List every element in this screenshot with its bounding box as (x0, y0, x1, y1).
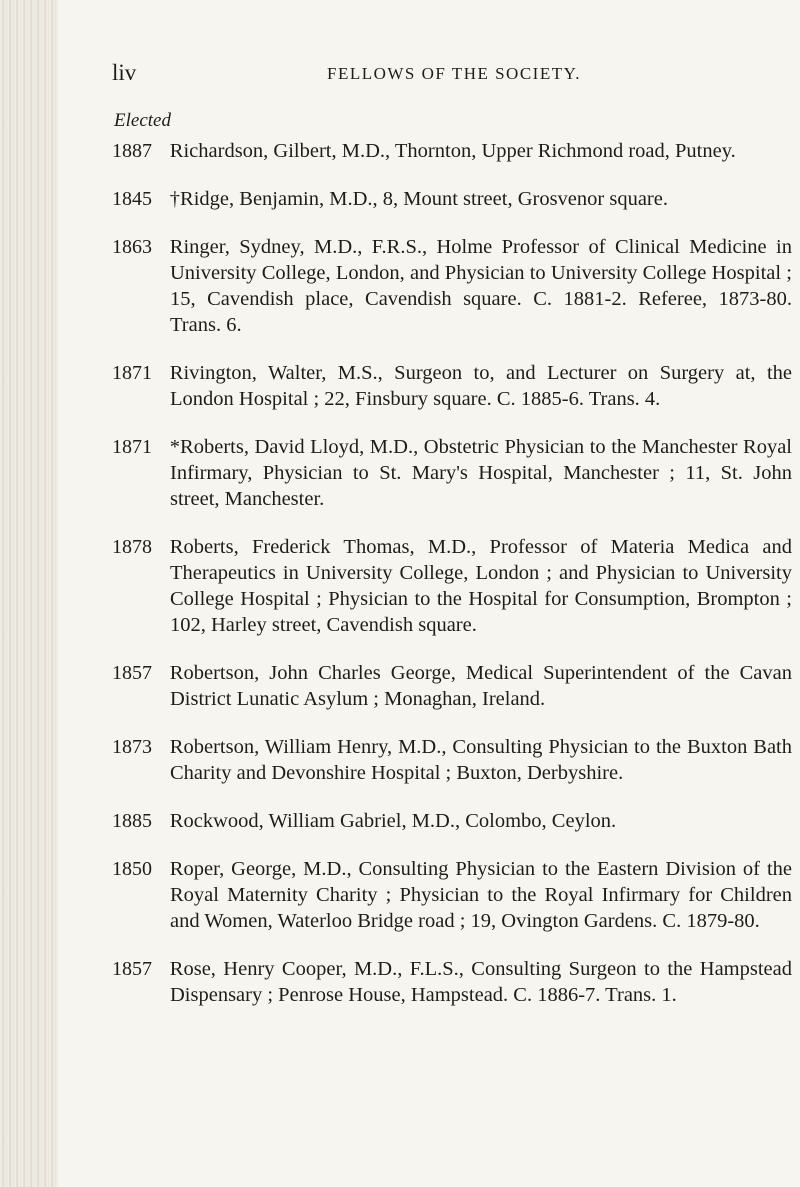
fellow-entry (112, 186, 792, 212)
election-year: 1878 (112, 536, 152, 558)
election-year: 1863 (112, 236, 152, 258)
fellow-entry (112, 434, 792, 512)
fellow-details: Rose, Henry Cooper, M.D., F.L.S., Consulting Surgeon to the Hampstead Dispensary ; Penrose House, Hampstead. C. 1886-7. Trans. 1. (169, 958, 792, 1006)
fellow-details: †Ridge, Benjamin, M.D., 8, Mount street, Grosvenor square. (169, 188, 668, 210)
fellow-details: Richardson, Gilbert, M.D., Thornton, Upper Richmond road, Putney. (169, 140, 736, 162)
elected-column-label: Elected (114, 110, 171, 131)
fellow-details: Robertson, William Henry, M.D., Consulting Physician to the Buxton Bath Charity and Devonshire Hospital ; Buxton, Derbyshire. (169, 736, 792, 784)
page-number: liv (112, 60, 137, 85)
election-year: 1845 (112, 188, 152, 210)
book-page (112, 60, 792, 1030)
election-year: 1857 (112, 958, 152, 980)
election-year: 1871 (112, 362, 152, 384)
book-binding-edge (0, 0, 58, 1187)
fellow-entry (112, 234, 792, 338)
election-year: 1850 (112, 858, 152, 880)
election-year: 1873 (112, 736, 152, 758)
election-year: 1871 (112, 436, 152, 458)
fellow-entry (112, 534, 792, 638)
fellow-entry (112, 808, 792, 834)
fellow-entry (112, 856, 792, 934)
running-head: FELLOWS OF THE SOCIETY. (327, 64, 581, 83)
page-header (112, 60, 792, 100)
fellow-details: Robertson, John Charles George, Medical Superintendent of the Cavan District Lunatic Asylum ; Monaghan, Ireland. (169, 662, 792, 710)
election-year: 1857 (112, 662, 152, 684)
fellow-details: Rivington, Walter, M.S., Surgeon to, and Lecturer on Surgery at, the London Hospital ; 22, Finsbury square. C. 1885-6. Trans. 4. (169, 362, 792, 410)
fellow-details: Roberts, Frederick Thomas, M.D., Professor of Materia Medica and Therapeutics in University College, London ; and Physician to University College Hospital ; Physician to the Hospital for Consumption, Brompton ; 102, Harley street, Cavendish square. (169, 536, 792, 636)
fellow-details: Ringer, Sydney, M.D., F.R.S., Holme Professor of Clinical Medicine in University College, London, and Physician to University College Hospital ; 15, Cavendish place, Cavendish square. C. 1881-2. Referee, 1873-80. Trans. 6. (169, 236, 792, 336)
election-year: 1885 (112, 810, 152, 832)
fellow-entry (112, 660, 792, 712)
fellow-entry (112, 734, 792, 786)
fellow-entry (112, 138, 792, 164)
election-year: 1887 (112, 140, 152, 162)
fellow-details: Roper, George, M.D., Consulting Physician to the Eastern Division of the Royal Maternity Charity ; Physician to the Royal Infirmary for Children and Women, Waterloo Bridge road ; 19, Ovington Gardens. C. 1879-80. (169, 858, 792, 932)
fellows-list (112, 138, 792, 1008)
fellow-details: *Roberts, David Lloyd, M.D., Obstetric Physician to the Manchester Royal Infirmary, Physician to St. Mary's Hospital, Manchester ; 11, St. John street, Manchester. (169, 436, 792, 510)
fellow-entry (112, 956, 792, 1008)
fellow-details: Rockwood, William Gabriel, M.D., Colombo, Ceylon. (169, 810, 617, 832)
fellow-entry (112, 360, 792, 412)
